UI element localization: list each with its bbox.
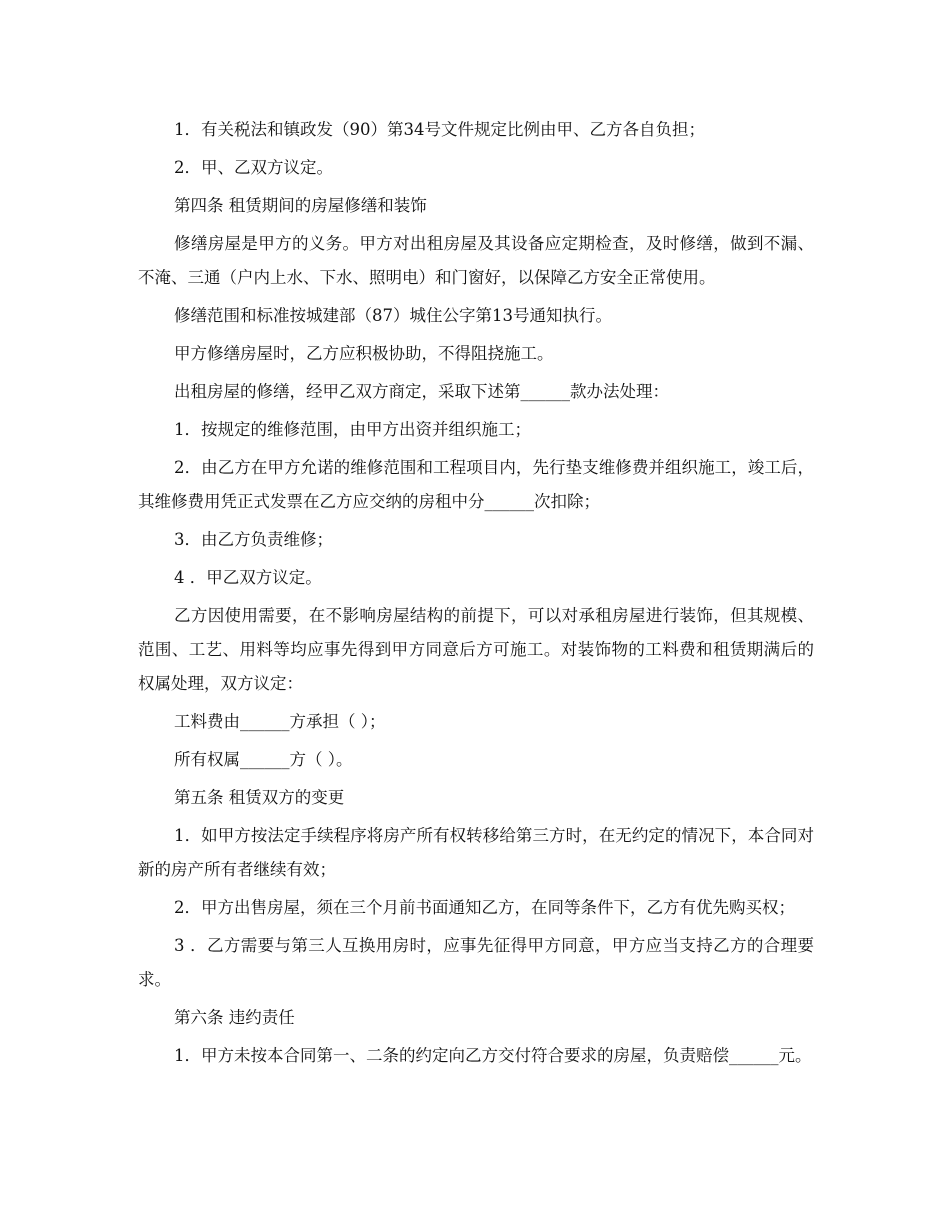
paragraph-repair-scope: 修缮范围和标准按城建部（87）城住公字第13号通知执行。 xyxy=(174,306,612,325)
paragraph-change-item-1: 1．如甲方按法定手续程序将房产所有权转移给第三方时，在无约定的情况下，本合同对新的房产所有者继续有效； xyxy=(138,826,814,879)
paragraph-ownership: 所有权属______方（ ）。 xyxy=(174,750,353,769)
section-heading-article-4: 第四条 租赁期间的房屋修缮和装饰 xyxy=(174,196,427,215)
paragraph-decoration: 乙方因使用需要，在不影响房屋结构的前提下，可以对承租房屋进行装饰，但其规模、范围、工艺、用料等均应事先得到甲方同意后方可施工。对装饰物的工料费和租赁期满后的权属处理，双方议定： xyxy=(138,606,814,693)
paragraph-tax-item-2: 2．甲、乙双方议定。 xyxy=(174,158,333,177)
paragraph-repair-cooperation: 甲方修缮房屋时，乙方应积极协助，不得阻挠施工。 xyxy=(174,344,554,363)
paragraph-repair-item-2: 2．由乙方在甲方允诺的维修范围和工程项目内，先行垫支维修费并组织施工，竣工后，其维修费用凭正式发票在乙方应交纳的房租中分______次扣除； xyxy=(138,458,814,511)
paragraph-change-item-3: 3 ．乙方需要与第三人互换用房时，应事先征得甲方同意，甲方应当支持乙方的合理要求。 xyxy=(138,936,814,989)
paragraph-repair-item-1: 1．按规定的维修范围，由甲方出资并组织施工； xyxy=(174,420,531,439)
section-heading-article-5: 第五条 租赁双方的变更 xyxy=(174,788,345,807)
document-page xyxy=(138,113,814,1077)
paragraph-repair-item-4: 4 ．甲乙双方议定。 xyxy=(174,568,322,587)
paragraph-breach-item-1: 1．甲方未按本合同第一、二条的约定向乙方交付符合要求的房屋，负责赔偿______元。 xyxy=(174,1046,812,1065)
section-heading-article-6: 第六条 违约责任 xyxy=(174,1008,295,1027)
paragraph-change-item-2: 2．甲方出售房屋，须在三个月前书面通知乙方，在同等条件下，乙方有优先购买权； xyxy=(174,898,795,917)
paragraph-material-cost: 工料费由______方承担（ ）； xyxy=(174,712,386,731)
paragraph-tax-item-1: 1．有关税法和镇政发（90）第34号文件规定比例由甲、乙方各自负担； xyxy=(174,120,705,139)
paragraph-repair-item-3: 3．由乙方负责维修； xyxy=(174,530,333,549)
paragraph-repair-duty: 修缮房屋是甲方的义务。甲方对出租房屋及其设备应定期检查，及时修缮，做到不漏、不淹、三通（户内上水、下水、照明电）和门窗好，以保障乙方安全正常使用。 xyxy=(138,234,814,287)
paragraph-repair-method: 出租房屋的修缮，经甲乙双方商定，采取下述第______款办法处理： xyxy=(174,382,669,401)
